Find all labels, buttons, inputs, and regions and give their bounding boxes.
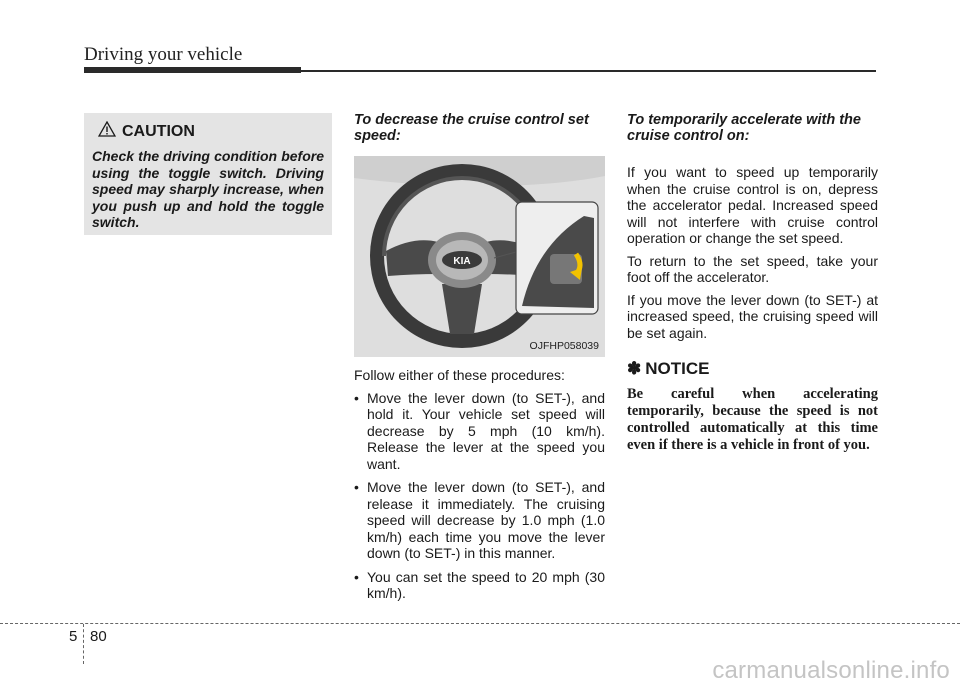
- accelerate-section: [627, 112, 878, 454]
- list-item: • Move the lever down (to SET-), and hold it. Your vehicle set speed will decrease by 5 mph (10 km/h). Release the lever at the speed you want.: [354, 390, 605, 473]
- caution-box: [84, 113, 332, 235]
- header-rule-thin: [301, 70, 876, 72]
- accelerate-paragraph: If you move the lever down (to SET-) at increased speed, the cruising speed will be set again.: [627, 291, 878, 341]
- notice-header: [627, 359, 878, 379]
- watermark: carmanualsonline.info: [712, 657, 950, 684]
- footer-page-number: 80: [90, 628, 107, 645]
- list-item: • Move the lever down (to SET-), and release it immediately. The cruising speed will decrease by 1.0 mph (1.0 km/h) each time you move the lever down (to SET-) in this manner.: [354, 479, 605, 562]
- warning-triangle-icon: [98, 121, 116, 142]
- decrease-section: [354, 112, 605, 609]
- caution-text: Check the driving condition before using the toggle switch. Driving speed may sharply increase, when you push up and hold the toggle switch.: [92, 148, 324, 230]
- header-rule-thick: [84, 67, 301, 73]
- figure-brand-logo: KIA: [453, 256, 471, 267]
- caution-title: CAUTION: [122, 122, 195, 140]
- accelerate-paragraph: If you want to speed up temporarily when the cruise control is on, depress the accelerator pedal. Increased speed will not interfere with cruise control operation or change the set speed.: [627, 164, 878, 246]
- notice-title: NOTICE: [645, 359, 710, 378]
- notice-asterisk-icon: ✽: [627, 359, 642, 378]
- steering-wheel-figure: [354, 156, 605, 357]
- footer-divider: [0, 623, 960, 624]
- decrease-heading: To decrease the cruise control set speed:: [354, 112, 589, 144]
- decrease-lead: Follow either of these procedures:: [354, 367, 565, 383]
- footer-chapter-number: 5: [69, 628, 78, 645]
- caution-header: [98, 121, 324, 142]
- footer-vertical-divider: [83, 624, 84, 664]
- list-item: • You can set the speed to 20 mph (30 km/h).: [354, 569, 605, 602]
- accelerate-heading: To temporarily accelerate with the cruise control on:: [627, 112, 861, 144]
- decrease-procedure-list: [354, 390, 605, 602]
- notice-text: Be careful when accelerating temporarily, because the speed is not controlled automatically at this time even if there is a vehicle in front of you.: [627, 386, 878, 453]
- accelerate-paragraph: To return to the set speed, take your foot off the accelerator.: [627, 252, 878, 285]
- figure-code: OJFHP058039: [529, 340, 599, 352]
- page-header-title: Driving your vehicle: [84, 44, 243, 65]
